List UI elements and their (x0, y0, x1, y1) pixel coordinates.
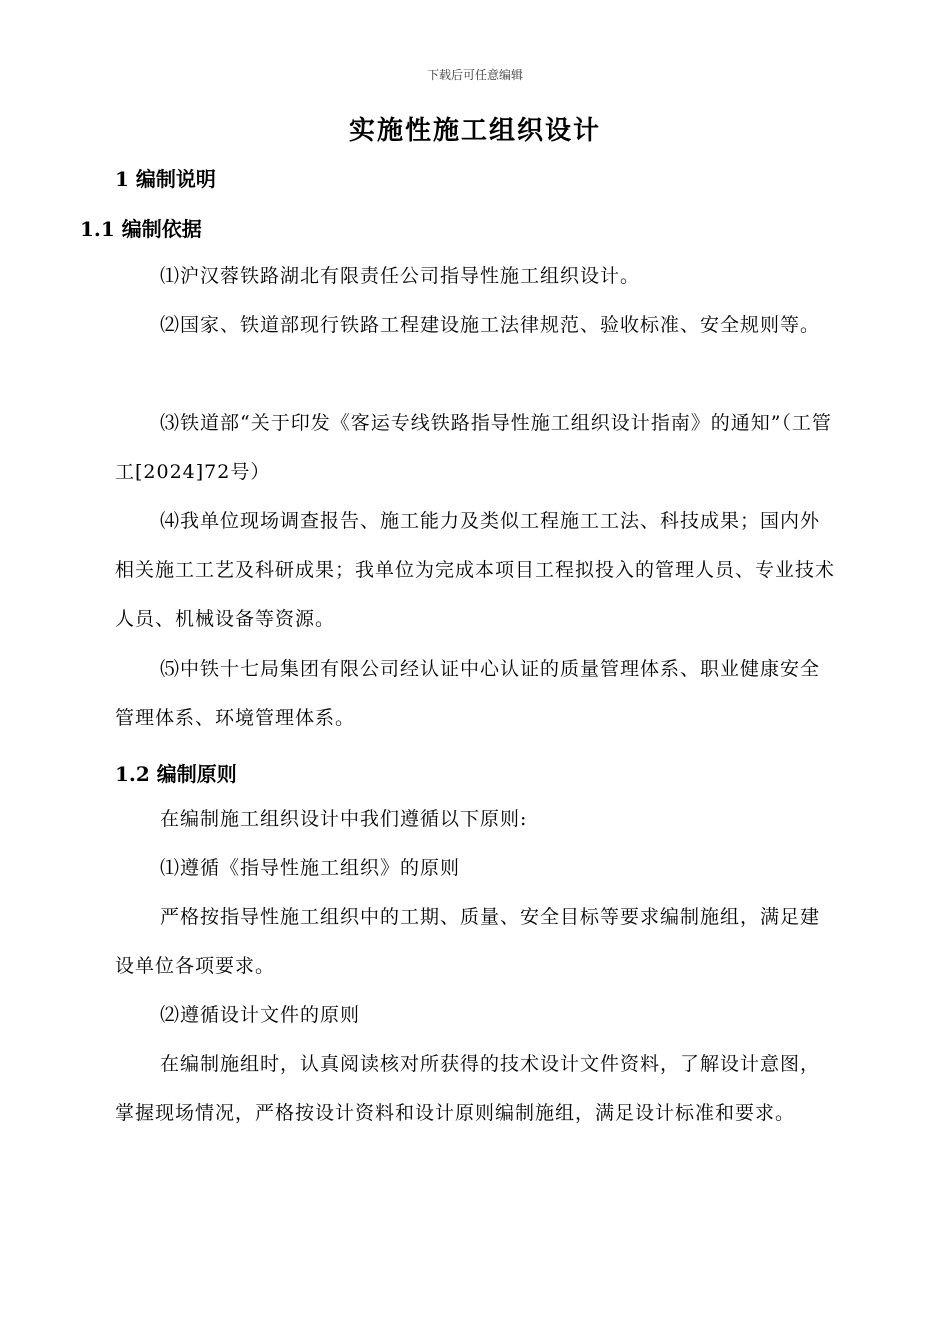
section-heading-1-1: 1.1 编制依据 (80, 217, 202, 241)
principle-1-title: ⑴遵循《指导性施工组织》的原则 (160, 857, 461, 879)
basis-item-5: ⑸中铁十七局集团有限公司经认证中心认证的质量管理体系、职业健康安全管理体系、环境管理体系。 (115, 658, 821, 729)
header-note: 下载后可任意编辑 (426, 68, 523, 82)
basis-item-4: ⑷我单位现场调查报告、施工能力及类似工程施工工法、科技成果；国内外相关施工工艺及科研成果；我单位为完成本项目工程拟投入的管理人员、专业技术人员、机械设备等资源。 (115, 510, 836, 630)
page-title: 实施性施工组织设计 (348, 116, 601, 146)
section-heading-1: 1 编制说明 (115, 167, 216, 191)
basis-item-3: ⑶铁道部“关于印发《客运专线铁路指导性施工组织设计指南》的通知”（工管工[2024]72号） (115, 412, 832, 483)
principle-2-title: ⑵遵循设计文件的原则 (160, 1004, 361, 1026)
principle-2-body: 在编制施组时，认真阅读核对所获得的技术设计文件资料，了解设计意图，掌握现场情况，严格按设计资料和设计原则编制施组，满足设计标准和要求。 (115, 1053, 821, 1124)
basis-item-2: ⑵国家、铁道部现行铁路工程建设施工法律规范、验收标准、安全规则等。 (160, 314, 821, 336)
basis-item-1: ⑴沪汉蓉铁路湖北有限责任公司指导性施工组织设计。 (160, 265, 641, 287)
principle-1-body: 严格按指导性施工组织中的工期、质量、安全目标等要求编制施组，满足建设单位各项要求。 (115, 906, 821, 977)
section-heading-1-2: 1.2 编制原则 (115, 762, 237, 786)
principles-intro: 在编制施工组织设计中我们遵循以下原则: (160, 808, 528, 830)
